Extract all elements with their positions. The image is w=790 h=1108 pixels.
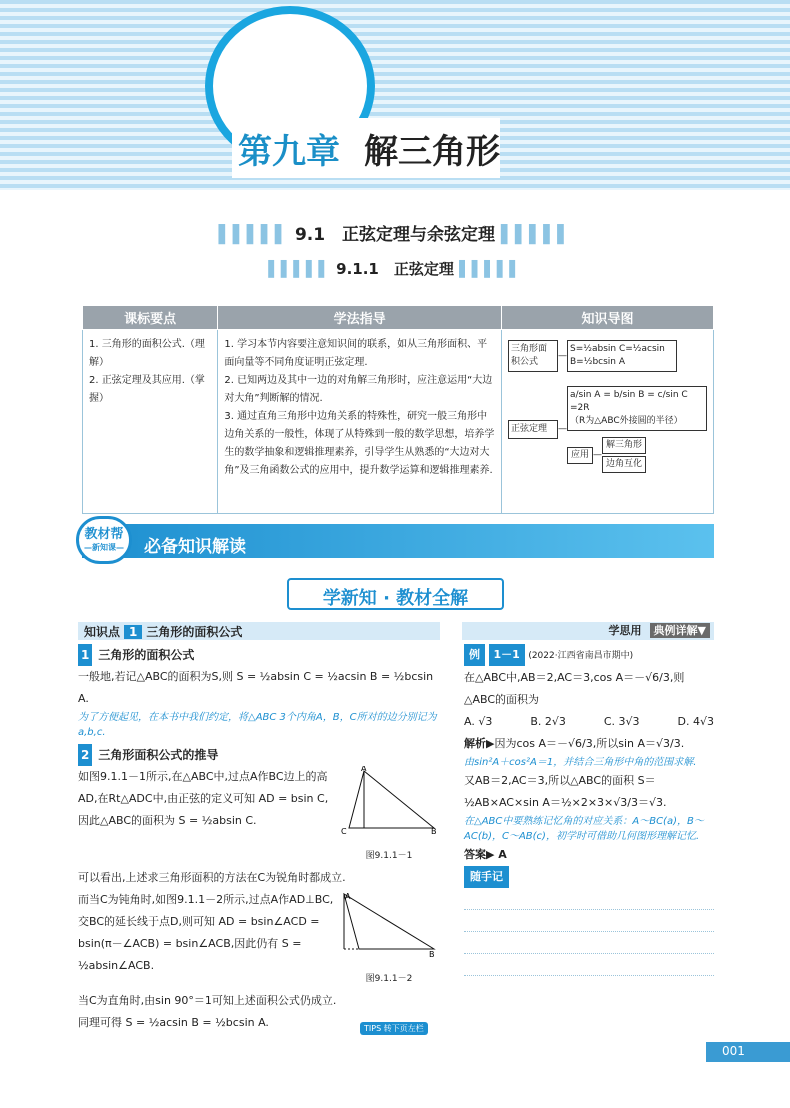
- left-column: 1 三角形的面积公式 一般地,若记△ABC的面积为S,则 S = ½absin C = ½acsin B = ½bcsin A. 为了方便起见，在本书中我们约定，将△ABC 3个内角A，B，C所对的边分别记为a,b,c. 2 三角形面积公式的推导 如图9.1.1－1所示,在△ABC中,过点A作BC边上的高AD,在Rt△ADC中,由正弦的定义可知 AD = bsin C,因此△ABC的面积为 S = ½absin C. A C B 图9.1.1－1 可以看出,上述求三角形面积的方法在C为锐角时都成立. 而当C为钝角时,如图9.1.1－2所示,过点A作AD⊥BC,交BC的延长线于点D,则可知 AD = bsin∠ACD = bsin(π－∠ACB) = bsin∠ACB,因此仍有 S = ½absin∠ACB. A B 图9.1.1－2 当C为直角时,由sin 90°＝1可知上述面积公式仍成立. 同理可得 S = ½acsin B = ½bcsin A.: [78, 644, 440, 1034]
- guide-header: 知识导图: [502, 306, 714, 330]
- knowledge-point-bar: 知识点 1 三角形的面积公式: [78, 622, 440, 640]
- guide-methods: 1. 学习本节内容要注意知识间的联系，如从三角形面积、平面向量等不同角度证明正弦定理. 2. 已知两边及其中一边的对角解三角形时，应注意运用“大边对大角”判断解的情况. 3. 通过直角三角形中边角关系的特殊性，研究一般三角形中边角关系的一般性，体现了从特殊到一般的数学思想，培养学生的数学抽象和逻辑推理素养，引导学生从熟悉的“大边对大角”及三角函数公式的应用中，提升数学运算和逻辑推理素养.: [218, 330, 502, 514]
- knowledge-map: 三角形面积公式 — S=½absin C=½acsin B=½bcsin A 正弦定理 — a/sin A = b/sin B = c/sin C =2R （R为△ABC外接圆的半径） 应用 — 解三角形 边角互化: [502, 330, 714, 514]
- guide-points: 1. 三角形的面积公式.（理解） 2. 正弦定理及其应用.（掌握）: [83, 330, 218, 514]
- memo-label: 随手记: [464, 866, 509, 888]
- page-number: 001: [706, 1042, 790, 1062]
- right-column: 例 1－1 (2022·江西省南昌市期中) 在△ABC中,AB＝2,AC＝3,cos A＝－√6/3,则△ABC的面积为 A. √3 B. 2√3 C. 3√3 D. 4√3 解析▶因为cos A＝－√6/3,所以sin A＝√3/3. 由sin²A＋cos²A＝1，并结合三角形中角的范围求解. 又AB＝2,AC＝3,所以△ABC的面积 S＝½AB×AC×sin A＝½×2×3×√3/3＝√3. 在△ABC中要熟练记忆角的对应关系：A～BC(a)，B～AC(b)，C～AB(c)，初学时可借助几何图形理解记忆. 答案▶ A 随手记: [464, 644, 714, 976]
- svg-text:A: A: [345, 892, 351, 901]
- chapter-name: 解三角形: [364, 131, 500, 172]
- svg-text:B: B: [431, 827, 437, 836]
- chapter-label: 第九章: [232, 124, 346, 173]
- learn-title: 学新知 · 教材全解: [287, 578, 504, 610]
- svg-text:A: A: [361, 766, 367, 773]
- tips-badge: TIPS 转下页左栏: [360, 1022, 428, 1035]
- section-banner: 必备知识解读: [82, 524, 714, 558]
- subsection-title: ▌▌▌▌▌ 9.1.1 正弦定理 ▌▌▌▌▌: [268, 260, 522, 278]
- right-tab: 学思用 典例详解▼: [462, 622, 714, 640]
- section-title: ▌▌▌▌▌ 9.1 正弦定理与余弦定理 ▌▌▌▌▌: [218, 225, 572, 245]
- triangle-figure-2: [339, 889, 439, 959]
- svg-text:C: C: [341, 827, 347, 836]
- guide-header: 课标要点: [83, 306, 218, 330]
- badge: 教材帮 —新知课—: [76, 516, 132, 564]
- chapter-title: [232, 118, 500, 178]
- triangle-figure-1: [339, 766, 439, 836]
- guide-header: 学法指导: [218, 306, 502, 330]
- svg-text:B: B: [429, 950, 435, 959]
- guide-table: [82, 305, 714, 514]
